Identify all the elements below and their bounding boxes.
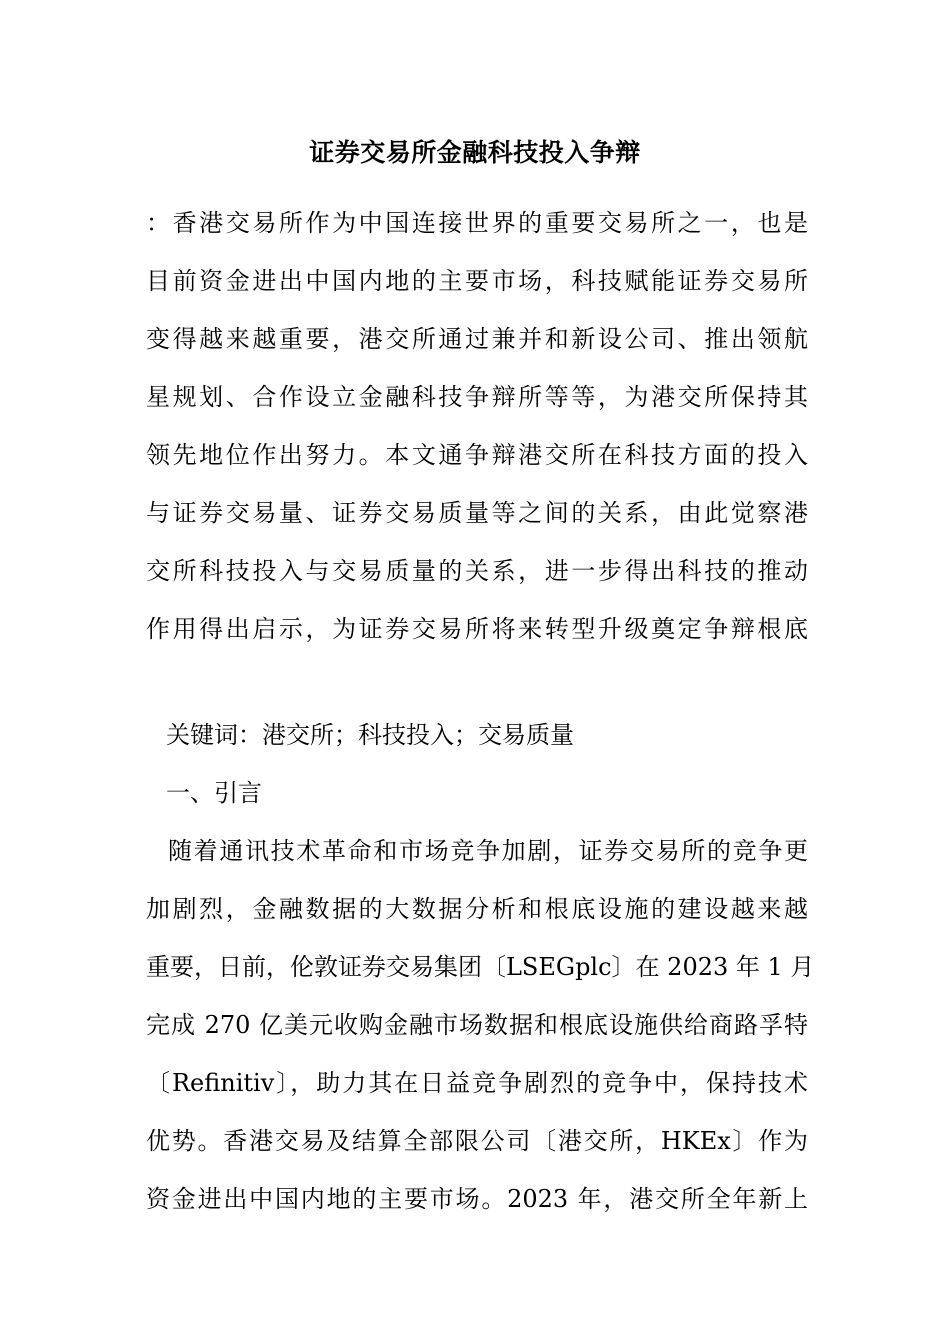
section-heading-text: 一、引言 (166, 779, 262, 807)
intro-line: 加剧烈，金融数据的大数据分析和根底设施的建设越来越 (146, 895, 808, 923)
abstract-line: 变得越来越重要，港交所通过兼并和新设公司、推出领航 (146, 325, 808, 353)
abstract-line: ：香港交易所作为中国连接世界的重要交易所之一，也是 (146, 209, 808, 237)
abstract-line: 目前资金进出中国内地的主要市场，科技赋能证券交易所 (146, 267, 808, 295)
intro-line: 优势。香港交易及结算全部限公司〔港交所，HKEx〕作为 (146, 1127, 808, 1155)
abstract-line: 交所科技投入与交易质量的关系，进一步得出科技的推动 (146, 557, 808, 585)
intro-line: 资金进出中国内地的主要市场。2023 年，港交所全年新上 (146, 1185, 808, 1213)
abstract-line: 与证券交易量、证券交易质量等之间的关系，由此觉察港 (146, 499, 808, 527)
intro-line: 随着通讯技术革命和市场竞争加剧，证券交易所的竞争更 (168, 837, 808, 865)
intro-line: 完成 270 亿美元收购金融市场数据和根底设施供给商路孚特 (146, 1011, 808, 1039)
intro-line: 〔Refinitiv〕，助力其在日益竞争剧烈的竞争中，保持技术 (146, 1069, 808, 1097)
keywords-line (166, 706, 766, 764)
abstract-line: 作用得出启示，为证券交易所将来转型升级奠定争辩根底 (146, 615, 808, 643)
keywords-text: 关键词：港交所；科技投入；交易质量 (166, 721, 574, 749)
document-title: 证券交易所金融科技投入争辩 (309, 138, 641, 167)
section-heading (166, 764, 766, 822)
intro-line: 重要，日前，伦敦证券交易集团〔LSEGplc〕在 2023 年 1 月 (146, 953, 815, 981)
abstract-line: 领先地位作出努力。本文通争辩港交所在科技方面的投入 (146, 441, 808, 469)
intro-paragraph (146, 822, 815, 1228)
abstract-paragraph (146, 194, 808, 658)
abstract-line: 星规划、合作设立金融科技争辩所等等，为港交所保持其 (146, 383, 808, 411)
